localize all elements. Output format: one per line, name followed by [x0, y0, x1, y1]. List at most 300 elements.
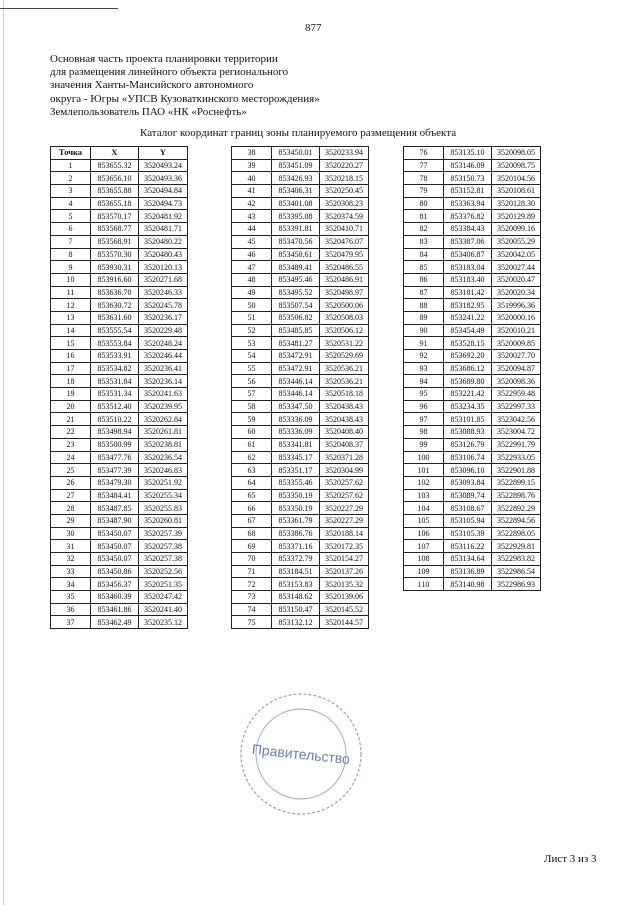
y-coordinate-cell: 3520010.21 — [492, 324, 541, 337]
x-coordinate-cell: 853088.93 — [444, 426, 492, 439]
x-coordinate-cell: 853656.10 — [91, 172, 139, 185]
y-coordinate-cell: 3520172.35 — [320, 540, 369, 553]
y-coordinate-cell: 3520308.23 — [320, 197, 369, 210]
table-row — [51, 502, 188, 515]
x-coordinate-cell: 853930.31 — [91, 261, 139, 274]
y-coordinate-cell: 3520271.68 — [139, 273, 188, 286]
x-coordinate-cell: 853568.91 — [91, 235, 139, 248]
table-row — [51, 223, 188, 236]
table-row — [404, 197, 541, 210]
x-coordinate-cell: 853472.91 — [272, 362, 320, 375]
x-coordinate-cell: 853481.27 — [272, 337, 320, 350]
point-number-cell: 29 — [51, 514, 91, 527]
table-row — [232, 197, 369, 210]
x-coordinate-cell: 853507.54 — [272, 299, 320, 312]
y-coordinate-cell: 3520262.84 — [139, 413, 188, 426]
point-number-cell: 84 — [404, 248, 444, 261]
table-row — [51, 451, 188, 464]
point-number-cell: 3 — [51, 185, 91, 198]
y-coordinate-cell: 3520257.38 — [139, 553, 188, 566]
y-coordinate-cell: 3520129.89 — [492, 210, 541, 223]
point-number-cell: 62 — [232, 451, 272, 464]
table-row — [232, 350, 369, 363]
y-coordinate-cell: 3520481.92 — [139, 210, 188, 223]
table-row — [232, 147, 369, 160]
y-coordinate-cell: 3520098.05 — [492, 147, 541, 160]
point-number-cell: 90 — [404, 324, 444, 337]
x-coordinate-cell: 853108.67 — [444, 502, 492, 515]
y-coordinate-cell: 3519996.36 — [492, 299, 541, 312]
table-row — [51, 172, 188, 185]
table-row — [232, 464, 369, 477]
x-coordinate-cell: 853686.12 — [444, 362, 492, 375]
point-number-cell: 28 — [51, 502, 91, 515]
table-row — [232, 299, 369, 312]
point-number-cell: 27 — [51, 489, 91, 502]
table-row — [404, 527, 541, 540]
point-number-cell: 102 — [404, 476, 444, 489]
document-header — [50, 53, 320, 119]
table-row — [232, 159, 369, 172]
x-coordinate-cell: 853361.79 — [272, 514, 320, 527]
table-row — [404, 299, 541, 312]
y-coordinate-cell: 3520257.62 — [320, 489, 369, 502]
table-row — [404, 172, 541, 185]
x-coordinate-cell: 853487.90 — [91, 514, 139, 527]
table-row — [404, 337, 541, 350]
y-coordinate-cell: 3520251.35 — [139, 578, 188, 591]
table-row — [232, 565, 369, 578]
table-row — [232, 273, 369, 286]
x-coordinate-cell: 853153.83 — [272, 578, 320, 591]
y-coordinate-cell: 3520000.16 — [492, 311, 541, 324]
catalog-title: Каталог координат границ зоны планируемого размещения объекта — [140, 127, 457, 139]
table-row — [404, 273, 541, 286]
y-coordinate-cell: 3520098.36 — [492, 375, 541, 388]
point-number-cell: 11 — [51, 286, 91, 299]
y-coordinate-cell: 3520120.13 — [139, 261, 188, 274]
y-coordinate-cell: 3523004.72 — [492, 426, 541, 439]
table-row — [404, 553, 541, 566]
y-coordinate-cell: 3520108.61 — [492, 185, 541, 198]
table-row — [232, 540, 369, 553]
point-number-cell: 45 — [232, 235, 272, 248]
y-coordinate-cell: 3520239.95 — [139, 400, 188, 413]
point-number-cell: 7 — [51, 235, 91, 248]
point-number-cell: 110 — [404, 578, 444, 591]
table-row — [51, 591, 188, 604]
x-coordinate-cell: 853916.60 — [91, 273, 139, 286]
point-number-cell: 99 — [404, 438, 444, 451]
point-number-cell: 18 — [51, 375, 91, 388]
point-number-cell: 106 — [404, 527, 444, 540]
y-coordinate-cell: 3520104.56 — [492, 172, 541, 185]
table-row — [232, 514, 369, 527]
y-coordinate-cell: 3520255.83 — [139, 502, 188, 515]
point-number-cell: 104 — [404, 502, 444, 515]
x-coordinate-cell: 853655.32 — [91, 159, 139, 172]
point-number-cell: 47 — [232, 261, 272, 274]
table-row — [51, 565, 188, 578]
table-row — [232, 286, 369, 299]
table-row — [51, 426, 188, 439]
table-row — [232, 185, 369, 198]
point-number-cell: 60 — [232, 426, 272, 439]
point-number-cell: 59 — [232, 413, 272, 426]
point-number-cell: 78 — [404, 172, 444, 185]
x-coordinate-cell: 853347.50 — [272, 400, 320, 413]
table-row — [404, 438, 541, 451]
x-coordinate-cell: 853350.19 — [272, 489, 320, 502]
x-coordinate-cell: 853568.77 — [91, 223, 139, 236]
y-coordinate-cell: 3520229.48 — [139, 324, 188, 337]
x-coordinate-cell: 853105.94 — [444, 514, 492, 527]
x-coordinate-cell: 853692.20 — [444, 350, 492, 363]
table-row — [51, 350, 188, 363]
x-coordinate-cell: 853372.79 — [272, 553, 320, 566]
point-number-cell: 75 — [232, 616, 272, 629]
y-coordinate-cell: 3520486.91 — [320, 273, 369, 286]
point-number-cell: 22 — [51, 426, 91, 439]
table-row — [51, 413, 188, 426]
x-coordinate-cell: 853395.08 — [272, 210, 320, 223]
table-row — [404, 235, 541, 248]
x-coordinate-cell: 853553.84 — [91, 337, 139, 350]
x-coordinate-cell: 853363.94 — [444, 197, 492, 210]
table-row — [232, 362, 369, 375]
y-coordinate-cell: 3522959.48 — [492, 388, 541, 401]
x-coordinate-cell: 853183.04 — [444, 261, 492, 274]
table-header-row — [51, 147, 188, 160]
point-number-cell: 63 — [232, 464, 272, 477]
point-number-cell: 41 — [232, 185, 272, 198]
table-row — [232, 616, 369, 629]
point-number-cell: 2 — [51, 172, 91, 185]
table-row — [404, 540, 541, 553]
x-coordinate-cell: 853336.09 — [272, 426, 320, 439]
x-coordinate-cell: 853495.52 — [272, 286, 320, 299]
table-row — [232, 451, 369, 464]
table-row — [232, 172, 369, 185]
x-coordinate-cell: 853101.85 — [444, 413, 492, 426]
y-coordinate-cell: 3520480.43 — [139, 248, 188, 261]
table-row — [51, 489, 188, 502]
x-coordinate-cell: 853630.72 — [91, 299, 139, 312]
table-row — [404, 400, 541, 413]
column-header-point: Точка — [51, 147, 91, 160]
table-row — [232, 553, 369, 566]
x-coordinate-cell: 853450.07 — [91, 527, 139, 540]
table-row — [51, 388, 188, 401]
point-number-cell: 13 — [51, 311, 91, 324]
x-coordinate-cell: 853336.09 — [272, 413, 320, 426]
x-coordinate-cell: 853485.85 — [272, 324, 320, 337]
table-row — [232, 261, 369, 274]
point-number-cell: 33 — [51, 565, 91, 578]
table-row — [404, 210, 541, 223]
table-row — [404, 350, 541, 363]
x-coordinate-cell: 853461.86 — [91, 603, 139, 616]
y-coordinate-cell: 3520009.85 — [492, 337, 541, 350]
x-coordinate-cell: 853234.35 — [444, 400, 492, 413]
table-row — [404, 311, 541, 324]
point-number-cell: 68 — [232, 527, 272, 540]
table-row — [232, 603, 369, 616]
y-coordinate-cell: 3520506.12 — [320, 324, 369, 337]
x-coordinate-cell: 853134.64 — [444, 553, 492, 566]
coordinates-table-1 — [50, 146, 188, 629]
x-coordinate-cell: 853096.10 — [444, 464, 492, 477]
x-coordinate-cell: 853450.01 — [272, 147, 320, 160]
table-row — [51, 286, 188, 299]
x-coordinate-cell: 853450.86 — [91, 565, 139, 578]
table-row — [51, 273, 188, 286]
point-number-cell: 6 — [51, 223, 91, 236]
y-coordinate-cell: 3520257.38 — [139, 540, 188, 553]
point-number-cell: 32 — [51, 553, 91, 566]
point-number-cell: 88 — [404, 299, 444, 312]
y-coordinate-cell: 3520246.83 — [139, 464, 188, 477]
y-coordinate-cell: 3520233.94 — [320, 147, 369, 160]
table-row — [404, 514, 541, 527]
y-coordinate-cell: 3520020.47 — [492, 273, 541, 286]
x-coordinate-cell: 853506.82 — [272, 311, 320, 324]
y-coordinate-cell: 3522901.88 — [492, 464, 541, 477]
y-coordinate-cell: 3520154.27 — [320, 553, 369, 566]
table-row — [51, 261, 188, 274]
table-row — [232, 527, 369, 540]
x-coordinate-cell: 853386.76 — [272, 527, 320, 540]
y-coordinate-cell: 3520374.59 — [320, 210, 369, 223]
y-coordinate-cell: 3520536.21 — [320, 375, 369, 388]
x-coordinate-cell: 853533.91 — [91, 350, 139, 363]
point-number-cell: 76 — [404, 147, 444, 160]
y-coordinate-cell: 3520410.71 — [320, 223, 369, 236]
y-coordinate-cell: 3520408.40 — [320, 426, 369, 439]
point-number-cell: 30 — [51, 527, 91, 540]
table-row — [404, 388, 541, 401]
y-coordinate-cell: 3520480.22 — [139, 235, 188, 248]
table-row — [404, 223, 541, 236]
point-number-cell: 80 — [404, 197, 444, 210]
y-coordinate-cell: 3520438.43 — [320, 400, 369, 413]
table-row — [51, 185, 188, 198]
y-coordinate-cell: 3520498.97 — [320, 286, 369, 299]
y-coordinate-cell: 3520481.71 — [139, 223, 188, 236]
point-number-cell: 72 — [232, 578, 272, 591]
point-number-cell: 50 — [232, 299, 272, 312]
y-coordinate-cell: 3520042.05 — [492, 248, 541, 261]
table-row — [232, 311, 369, 324]
y-coordinate-cell: 3520494.84 — [139, 185, 188, 198]
x-coordinate-cell: 853477.39 — [91, 464, 139, 477]
point-number-cell: 54 — [232, 350, 272, 363]
point-number-cell: 83 — [404, 235, 444, 248]
point-number-cell: 91 — [404, 337, 444, 350]
point-number-cell: 56 — [232, 375, 272, 388]
y-coordinate-cell: 3520246.33 — [139, 286, 188, 299]
table-row — [404, 362, 541, 375]
table-row — [51, 540, 188, 553]
y-coordinate-cell: 3520508.03 — [320, 311, 369, 324]
y-coordinate-cell: 3520479.95 — [320, 248, 369, 261]
y-coordinate-cell: 3520518.18 — [320, 388, 369, 401]
y-coordinate-cell: 3522983.82 — [492, 553, 541, 566]
point-number-cell: 101 — [404, 464, 444, 477]
x-coordinate-cell: 853181.42 — [444, 286, 492, 299]
y-coordinate-cell: 3520255.34 — [139, 489, 188, 502]
table-row — [51, 235, 188, 248]
x-coordinate-cell: 853089.74 — [444, 489, 492, 502]
point-number-cell: 34 — [51, 578, 91, 591]
y-coordinate-cell: 3520218.15 — [320, 172, 369, 185]
y-coordinate-cell: 3520188.14 — [320, 527, 369, 540]
x-coordinate-cell: 853182.95 — [444, 299, 492, 312]
table-row — [51, 438, 188, 451]
point-number-cell: 108 — [404, 553, 444, 566]
y-coordinate-cell: 3520304.99 — [320, 464, 369, 477]
y-coordinate-cell: 3520055.29 — [492, 235, 541, 248]
point-number-cell: 74 — [232, 603, 272, 616]
point-number-cell: 25 — [51, 464, 91, 477]
y-coordinate-cell: 3522991.79 — [492, 438, 541, 451]
table-row — [232, 489, 369, 502]
table-row — [404, 578, 541, 591]
x-coordinate-cell: 853636.70 — [91, 286, 139, 299]
point-number-cell: 39 — [232, 159, 272, 172]
point-number-cell: 64 — [232, 476, 272, 489]
table-row — [404, 489, 541, 502]
table-row — [232, 223, 369, 236]
y-coordinate-cell: 3520098.75 — [492, 159, 541, 172]
y-coordinate-cell: 3522929.81 — [492, 540, 541, 553]
x-coordinate-cell: 853184.51 — [272, 565, 320, 578]
y-coordinate-cell: 3520235.12 — [139, 616, 188, 629]
x-coordinate-cell: 853221.42 — [444, 388, 492, 401]
y-coordinate-cell: 3520494.73 — [139, 197, 188, 210]
x-coordinate-cell: 853105.39 — [444, 527, 492, 540]
x-coordinate-cell: 853450.07 — [91, 553, 139, 566]
point-number-cell: 96 — [404, 400, 444, 413]
point-number-cell: 21 — [51, 413, 91, 426]
y-coordinate-cell: 3520020.34 — [492, 286, 541, 299]
x-coordinate-cell: 853531.34 — [91, 388, 139, 401]
x-coordinate-cell: 853655.88 — [91, 185, 139, 198]
point-number-cell: 105 — [404, 514, 444, 527]
point-number-cell: 12 — [51, 299, 91, 312]
x-coordinate-cell: 853126.79 — [444, 438, 492, 451]
y-coordinate-cell: 3520241.40 — [139, 603, 188, 616]
y-coordinate-cell: 3520236.41 — [139, 362, 188, 375]
x-coordinate-cell: 853150.47 — [272, 603, 320, 616]
x-coordinate-cell: 853341.81 — [272, 438, 320, 451]
point-number-cell: 93 — [404, 362, 444, 375]
table-row — [232, 413, 369, 426]
y-coordinate-cell: 3520135.32 — [320, 578, 369, 591]
header-line: для размещения линейного объекта регионального — [50, 66, 289, 79]
header-line: округа - Югры «УПСВ Кузоваткинского месторождения» — [50, 92, 320, 105]
y-coordinate-cell: 3520220.27 — [320, 159, 369, 172]
x-coordinate-cell: 853446.14 — [272, 388, 320, 401]
point-number-cell: 46 — [232, 248, 272, 261]
x-coordinate-cell: 853655.18 — [91, 197, 139, 210]
y-coordinate-cell: 3520252.56 — [139, 565, 188, 578]
x-coordinate-cell: 853570.30 — [91, 248, 139, 261]
y-coordinate-cell: 3522997.33 — [492, 400, 541, 413]
point-number-cell: 58 — [232, 400, 272, 413]
x-coordinate-cell: 853570.17 — [91, 210, 139, 223]
column-header-x: X — [91, 147, 139, 160]
point-number-cell: 35 — [51, 591, 91, 604]
point-number-cell: 20 — [51, 400, 91, 413]
x-coordinate-cell: 853376.82 — [444, 210, 492, 223]
x-coordinate-cell: 853450.07 — [91, 540, 139, 553]
x-coordinate-cell: 853512.40 — [91, 400, 139, 413]
x-coordinate-cell: 853150.73 — [444, 172, 492, 185]
point-number-cell: 51 — [232, 311, 272, 324]
table-row — [232, 400, 369, 413]
x-coordinate-cell: 853555.54 — [91, 324, 139, 337]
point-number-cell: 42 — [232, 197, 272, 210]
x-coordinate-cell: 853454.49 — [444, 324, 492, 337]
x-coordinate-cell: 853500.99 — [91, 438, 139, 451]
point-number-cell: 89 — [404, 311, 444, 324]
point-number-cell: 92 — [404, 350, 444, 363]
y-coordinate-cell: 3520257.39 — [139, 527, 188, 540]
y-coordinate-cell: 3520371.28 — [320, 451, 369, 464]
x-coordinate-cell: 853093.84 — [444, 476, 492, 489]
table-row — [404, 185, 541, 198]
point-number-cell: 67 — [232, 514, 272, 527]
x-coordinate-cell: 853495.46 — [272, 273, 320, 286]
x-coordinate-cell: 853477.76 — [91, 451, 139, 464]
x-coordinate-cell: 853345.17 — [272, 451, 320, 464]
point-number-cell: 65 — [232, 489, 272, 502]
y-coordinate-cell: 3522898.05 — [492, 527, 541, 540]
x-coordinate-cell: 853136.89 — [444, 565, 492, 578]
x-coordinate-cell: 853470.56 — [272, 235, 320, 248]
point-number-cell: 43 — [232, 210, 272, 223]
point-number-cell: 94 — [404, 375, 444, 388]
y-coordinate-cell: 3523042.56 — [492, 413, 541, 426]
x-coordinate-cell: 853355.46 — [272, 476, 320, 489]
point-number-cell: 17 — [51, 362, 91, 375]
y-coordinate-cell: 3520250.45 — [320, 185, 369, 198]
y-coordinate-cell: 3520236.14 — [139, 375, 188, 388]
y-coordinate-cell: 3520144.57 — [320, 616, 369, 629]
point-number-cell: 37 — [51, 616, 91, 629]
table-row — [232, 248, 369, 261]
x-coordinate-cell: 853498.94 — [91, 426, 139, 439]
table-row — [404, 147, 541, 160]
table-row — [51, 324, 188, 337]
table-row — [51, 197, 188, 210]
x-coordinate-cell: 853350.19 — [272, 502, 320, 515]
x-coordinate-cell: 853446.14 — [272, 375, 320, 388]
table-row — [51, 159, 188, 172]
page-edge-shadow — [3, 0, 4, 905]
table-row — [404, 464, 541, 477]
point-number-cell: 19 — [51, 388, 91, 401]
y-coordinate-cell: 3522933.05 — [492, 451, 541, 464]
x-coordinate-cell: 853387.06 — [444, 235, 492, 248]
table-row — [51, 603, 188, 616]
y-coordinate-cell: 3520248.24 — [139, 337, 188, 350]
table-row — [404, 451, 541, 464]
point-number-cell: 4 — [51, 197, 91, 210]
point-number-cell: 109 — [404, 565, 444, 578]
header-line: Землепользователь ПАО «НК «Роснефть» — [50, 105, 247, 118]
